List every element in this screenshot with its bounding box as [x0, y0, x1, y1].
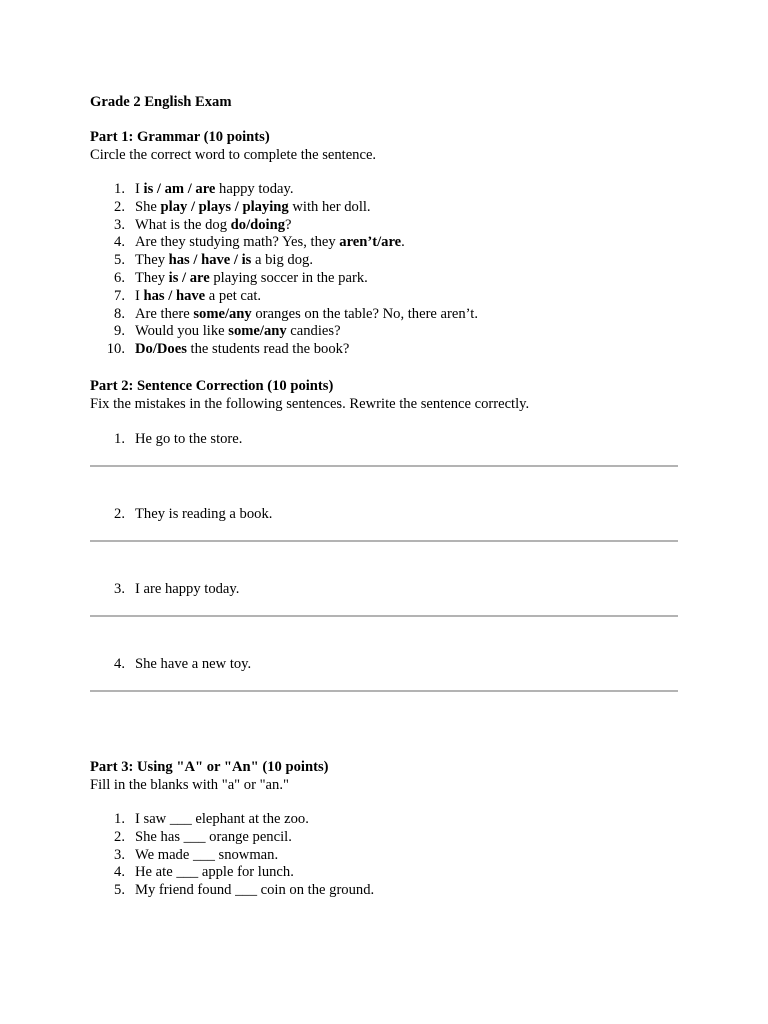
- grammar-question: [90, 306, 678, 324]
- correction-sentence: [90, 580, 678, 598]
- word-choices: some/any: [193, 305, 252, 322]
- question-text-after: playing soccer in the park.: [209, 269, 368, 286]
- question-text-after: a pet cat.: [205, 287, 262, 304]
- correction-sentence: [90, 655, 678, 673]
- question-text: I saw ___ elephant at the zoo.: [135, 810, 309, 827]
- question-number: 8.: [114, 305, 125, 322]
- question-text: She has ___ orange pencil.: [135, 828, 292, 845]
- question-text-after: happy today.: [215, 181, 294, 197]
- word-choices: some/any: [228, 323, 287, 340]
- question-number: 5.: [114, 882, 125, 899]
- question-text-before: She: [135, 198, 161, 215]
- question-text-after: with her doll.: [288, 198, 371, 215]
- grammar-question: [90, 252, 678, 270]
- question-text-before: Are they studying math? Yes, they: [135, 234, 340, 251]
- part2-instructions: Fix the mistakes in the following sentences. Rewrite the sentence correctly.: [90, 395, 530, 412]
- word-choices: Do/Does: [135, 341, 187, 358]
- part2-section: [90, 377, 678, 713]
- question-text-after: ?: [285, 216, 292, 233]
- question-number: 4.: [114, 655, 125, 672]
- question-number: 1.: [114, 181, 125, 197]
- question-number: 3.: [114, 580, 125, 597]
- question-text-after: .: [401, 234, 405, 251]
- part1-question-list: [90, 181, 678, 359]
- fill-blank-question: [90, 829, 678, 847]
- question-text-after: candies?: [286, 323, 341, 340]
- question-text-after: oranges on the table? No, there aren’t.: [251, 305, 478, 322]
- exam-title: Grade 2 English Exam: [90, 94, 232, 110]
- word-choices: is / am / are: [143, 181, 216, 197]
- question-text-before: They: [135, 252, 169, 269]
- part1-instructions: Circle the correct word to complete the sentence.: [90, 147, 377, 163]
- question-text-before: I: [135, 181, 144, 197]
- question-text-before: What is the dog: [135, 216, 231, 233]
- grammar-question: [90, 288, 678, 306]
- incorrect-sentence: They is reading a book.: [135, 505, 273, 522]
- question-text-before: Are there: [135, 305, 194, 322]
- question-number: 3.: [114, 216, 125, 233]
- question-number: 1.: [114, 430, 125, 447]
- fill-blank-question: [90, 864, 678, 882]
- question-number: 1.: [114, 810, 125, 827]
- part3-section: [90, 758, 678, 900]
- word-choices: play / plays / playing: [160, 198, 289, 215]
- correction-question: [90, 580, 678, 638]
- answer-line[interactable]: [90, 615, 678, 617]
- grammar-question: [90, 181, 678, 199]
- question-text: He ate ___ apple for lunch.: [135, 864, 294, 881]
- incorrect-sentence: I are happy today.: [135, 580, 240, 597]
- correction-sentence: [90, 430, 678, 448]
- word-choices: is / are: [168, 269, 210, 286]
- question-text-before: They: [135, 269, 169, 286]
- part2-heading: Part 2: Sentence Correction (10 points): [90, 377, 334, 394]
- fill-blank-question: [90, 882, 678, 900]
- word-choices: has / have: [143, 287, 206, 304]
- word-choices: do/doing: [230, 216, 286, 233]
- grammar-question: [90, 217, 678, 235]
- grammar-question: [90, 199, 678, 217]
- question-number: 6.: [114, 269, 125, 286]
- question-text-after: the students read the book?: [186, 341, 350, 358]
- question-number: 9.: [114, 323, 125, 340]
- question-number: 10.: [106, 341, 125, 358]
- part1-heading: Part 1: Grammar (10 points): [90, 129, 270, 145]
- answer-line[interactable]: [90, 540, 678, 542]
- fill-blank-question: [90, 847, 678, 865]
- question-number: 4.: [114, 864, 125, 881]
- part3-heading: Part 3: Using "A" or "An" (10 points): [90, 758, 329, 775]
- question-number: 4.: [114, 234, 125, 251]
- exam-document: [90, 93, 678, 900]
- question-text: We made ___ snowman.: [135, 846, 279, 863]
- correction-question: [90, 655, 678, 713]
- question-text-after: a big dog.: [251, 252, 313, 269]
- grammar-question: [90, 234, 678, 252]
- answer-line[interactable]: [90, 690, 678, 692]
- question-number: 2.: [114, 505, 125, 522]
- incorrect-sentence: He go to the store.: [135, 430, 243, 447]
- correction-question: [90, 505, 678, 563]
- correction-sentence: [90, 505, 678, 523]
- question-number: 3.: [114, 846, 125, 863]
- part3-question-list: [90, 811, 678, 900]
- question-text-before: I: [135, 287, 144, 304]
- question-text-before: Would you like: [135, 323, 229, 340]
- question-text: My friend found ___ coin on the ground.: [135, 882, 375, 899]
- correction-question: [90, 430, 678, 488]
- word-choices: has / have / is: [168, 252, 252, 269]
- question-number: 5.: [114, 252, 125, 269]
- question-number: 7.: [114, 287, 125, 304]
- incorrect-sentence: She have a new toy.: [135, 655, 252, 672]
- part1-section: [90, 128, 678, 359]
- grammar-question: [90, 323, 678, 341]
- grammar-question: [90, 270, 678, 288]
- fill-blank-question: [90, 811, 678, 829]
- word-choices: aren’t/are: [339, 234, 402, 251]
- question-number: 2.: [114, 198, 125, 215]
- part3-instructions: Fill in the blanks with "a" or "an.": [90, 776, 289, 793]
- answer-line[interactable]: [90, 465, 678, 467]
- question-number: 2.: [114, 828, 125, 845]
- grammar-question: [90, 341, 678, 359]
